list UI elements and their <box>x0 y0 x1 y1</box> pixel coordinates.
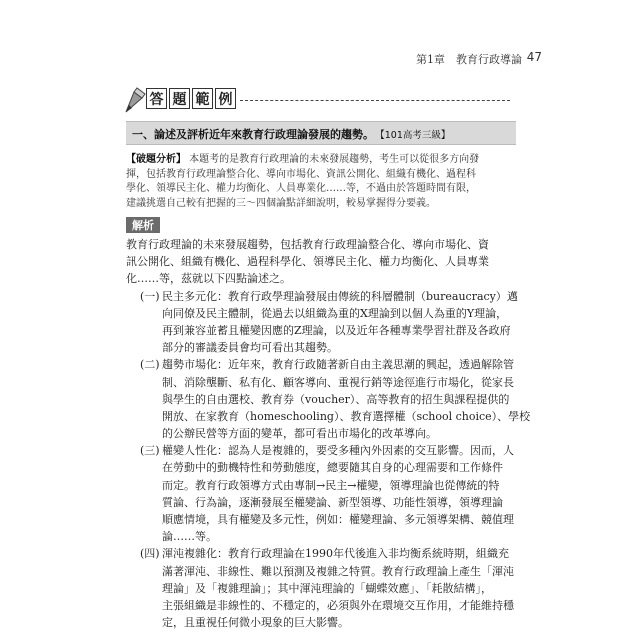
item-line: 開放、在家教育（homeschooling）、教育選擇權（school choice）、學校 <box>162 409 531 423</box>
item-line: 順應情境，具有權變及多元性，例如：權變理論、多元領導架構、競值理 <box>162 513 514 526</box>
item-line: 主張組織是非線性的、不穩定的，必須與外在環境交互作用，才能維持穩 <box>162 598 514 612</box>
banner-char: 例 <box>215 88 236 109</box>
banner-title <box>146 88 236 109</box>
exam-tag: 【101高考三級】 <box>380 130 451 141</box>
item-line: 定，且重視任何微小現象的巨大影響。 <box>162 616 349 630</box>
intro-line: 教育行政理論的未來發展趨勢，包括教育行政理論整合化、導向市場化、資 <box>126 238 489 251</box>
banner-char: 題 <box>169 88 190 109</box>
analysis-hint <box>126 153 520 211</box>
intro-line: 訊公開化、組織有機化、過程科學化、領導民主化、權力均衡化、人員專業 <box>126 255 489 269</box>
item-line: 再到兼容並蓄且權變因應的Z理論，以及近年各種專業學習社群及各政府 <box>162 323 511 337</box>
page-header <box>0 51 640 65</box>
hint-line: 揮，包括教育行政理論整合化、導向市場化、資訊公開化、組織有機化、過程科 <box>126 168 476 180</box>
intro-line: 化……等，茲就以下四點論述之。 <box>126 272 291 286</box>
hint-line: 建議挑選自己較有把握的三～四個論點詳細說明，較易掌握得分要義。 <box>126 197 436 209</box>
item-number: (四) <box>140 547 160 561</box>
item-line: 權變人性化：認為人是複雜的，要受多種內外因素的交互影響。因而，人 <box>162 444 514 458</box>
item-line: 質論、行為論，逐漸發展至權變論、新型領導、功能性領導，領導理論 <box>162 495 503 509</box>
page-number: 47 <box>526 50 542 64</box>
banner-char: 答 <box>146 88 167 109</box>
item-number: (一) <box>140 289 160 303</box>
item-line: 制、消除壟斷、私有化、顧客導向、重視行銷等途徑進行市場化，從家長 <box>162 375 514 389</box>
answer-item <box>126 288 526 357</box>
hint-line: 本題考的是教育行政理論的未來發展趨勢，考生可以從很多方向發 <box>186 154 480 165</box>
answer-body <box>126 236 531 631</box>
section-banner <box>124 86 516 114</box>
answer-label: 解析 <box>126 217 160 233</box>
item-line: 趨勢市場化：近年來，教育行政隨著新自由主義思潮的興起，透過解除管 <box>162 358 514 372</box>
question-text: 一、論述及評析近年來教育行政理論發展的趨勢。 <box>132 128 374 141</box>
item-line: 與學生的自由選校、教育券（voucher）、高等教育的招生與課程提供的 <box>162 392 510 406</box>
item-line: 部分的審議委員會均可看出其趨勢。 <box>162 341 338 355</box>
hint-line: 學化、領導民主化、權力均衡化、人員專業化……等，不過由於答題時間有限， <box>126 183 476 195</box>
item-line: 的公辦民營等方面的變革，都可看出市場化的改革導向。 <box>162 427 437 441</box>
item-number: (二) <box>140 358 160 372</box>
item-line: 論……等。 <box>162 530 217 544</box>
item-line: 渾沌複雜化：教育行政理論在1990年代後進入非均衡系統時期，組織充 <box>162 547 509 561</box>
item-line: 理論」及「複雜理論」；其中渾沌理論的「蝴蝶效應」、「耗散結構」， <box>162 581 492 595</box>
dashed-divider <box>240 100 510 101</box>
answer-item <box>126 442 526 545</box>
item-number: (三) <box>140 444 160 458</box>
answer-item <box>126 356 531 442</box>
banner-char: 範 <box>192 88 213 109</box>
chapter-title: 第1章 教育行政導論 <box>416 53 522 66</box>
item-line: 在勞動中的動機特性和勞動態度，總要隨其自身的心理需要和工作條件 <box>162 461 503 475</box>
item-line: 民主多元化：教育行政學理論發展由傳統的科層體制（bureaucracy）邁 <box>162 289 518 303</box>
answer-item <box>126 545 526 631</box>
question-bar <box>126 121 516 145</box>
item-line: 向同僚及民主體制，從過去以組織為重的X理論到以個人為重的Y理論， <box>162 306 508 320</box>
item-line: 滿著渾沌、非線性、難以預測及複雜之特質。教育行政理論上產生「渾沌 <box>162 564 514 578</box>
item-line: 而定。教育行政領導方式由專制→民主→權變，領導理論也從傳統的特 <box>162 478 500 492</box>
hint-label: 【破題分析】 <box>126 154 186 165</box>
